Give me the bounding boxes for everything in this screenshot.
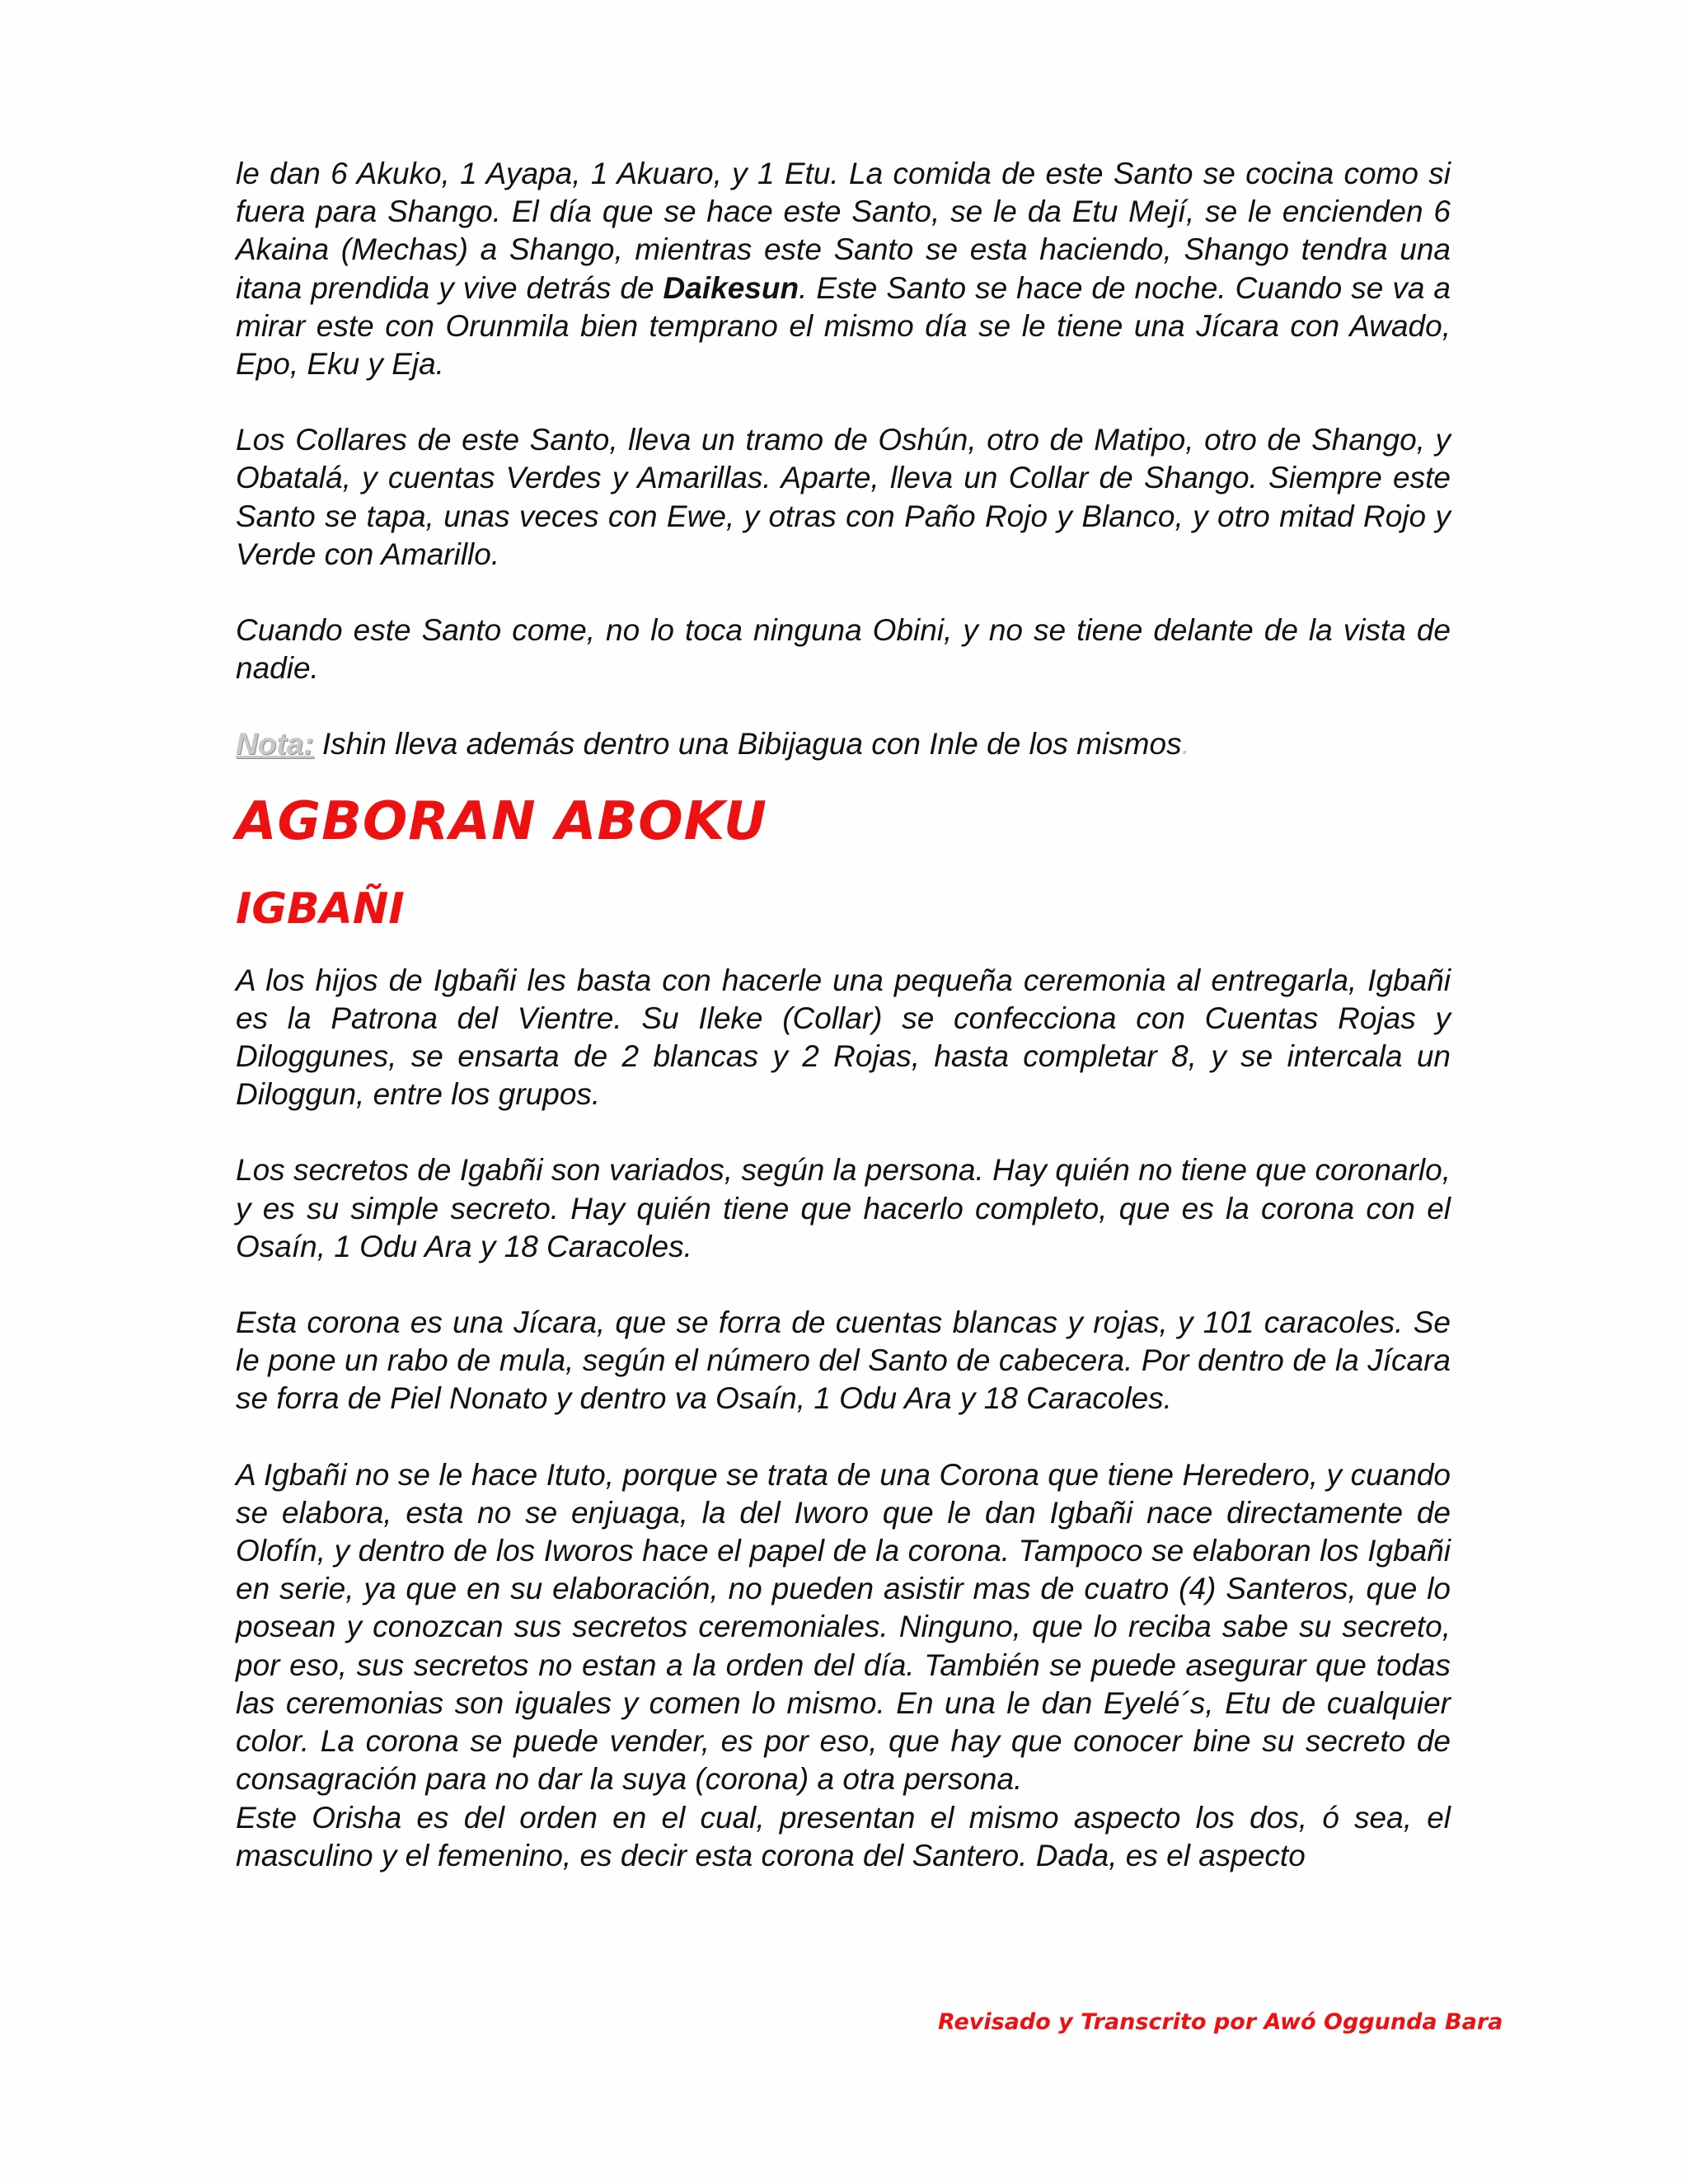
paragraph-text: le dan 6 Akuko, 1 Ayapa, 1 Akuaro, y 1 Etu. La comida de este Santo se cocina como si fuera para Shango. El día que se hace este Santo, se le da Etu Mejí, se le encienden 6 Akaina (Mechas) a Shango, mientras este Santo se esta haciendo, Shango tendra una itana prendida y vive detrás de [236, 157, 1451, 305]
page-body [236, 155, 1451, 1875]
paragraph-ofrendas [236, 155, 1451, 383]
paragraph-text: . Este Santo se hace de noche. Cuando se va a mirar este con Orunmila bien temprano el mismo día se le tiene una Jícara con Awado, Epo, Eku y Eja. [236, 270, 1451, 382]
bold-term-daikesun: Daikesun [663, 270, 799, 305]
nota-period: . [1181, 727, 1190, 762]
nota-label: Nota: [236, 727, 314, 762]
paragraph-igbani-intro: A los hijos de Igbañi les basta con hacerle una pequeña ceremonia al entregarla, Igbañi es la Patrona del Vientre. Su Ileke (Collar) se confecciona con Cuentas Rojas y Diloggunes, se ensarta de 2 blancas y 2 Rojas, hasta completar 8, y se intercala un Diloggun, entre los grupos. [236, 963, 1451, 1112]
paragraph-obini: Cuando este Santo come, no lo toca ninguna Obini, y no se tiene delante de la vista de nadie. [236, 613, 1451, 686]
paragraph-corona: Esta corona es una Jícara, que se forra de cuentas blancas y rojas, y 101 caracoles. Se le pone un rabo de mula, según el número del Santo de cabecera. Por dentro de la Jícara se forra de Piel Nonato y dentro va Osaín, 1 Odu Ara y 18 Caracoles. [236, 1305, 1451, 1416]
nota-text: Ishin lleva además dentro una Bibijagua con Inle de los mismos [313, 727, 1182, 762]
section-subheading: IGBAÑI [236, 883, 405, 934]
page-footer: Revisado y Transcrito por Awó Oggunda Bara [938, 2009, 1503, 2035]
paragraph-orisha-aspecto: Este Orisha es del orden en el cual, presentan el mismo aspecto los dos, ó sea, el masculino y el femenino, es decir esta corona del Santero. Dada, es el aspecto [236, 1800, 1451, 1872]
paragraph-collares: Los Collares de este Santo, lleva un tramo de Oshún, otro de Matipo, otro de Shango, y Obatalá, y cuentas Verdes y Amarillas. Aparte, lleva un Collar de Shango. Siempre este Santo se tapa, unas veces con Ewe, y otras con Paño Rojo y Blanco, y otro mitad Rojo y Verde con Amarillo. [236, 423, 1451, 571]
paragraph-nota [236, 725, 1451, 763]
paragraph-secretos: Los secretos de Igabñi son variados, según la persona. Hay quién no tiene que coronarlo, y es su simple secreto. Hay quién tiene que hacerlo completo, que es la corona con el Osaín, 1 Odu Ara y 18 Caracoles. [236, 1153, 1451, 1263]
paragraph-ituto: A Igbañi no se le hace Ituto, porque se trata de una Corona que tiene Heredero, y cuando se elabora, esta no se enjuaga, la del Iworo que le dan Igbañi nace directamente de Olofín, y dentro de los Iworos hace el papel de la corona. Tampoco se elaboran los Igbañi en serie, ya que en su elaboración, no pueden asistir mas de cuatro (4) Santeros, que lo posean y conozcan sus secretos ceremoniales. Ninguno, que lo reciba sabe su secreto, por eso, sus secretos no estan a la orden del día. También se puede asegurar que todas las ceremonias son iguales y comen lo mismo. En una le dan Eyelé´s, Etu de cualquier color. La corona se puede vender, es por eso, que hay que conocer bine su secreto de consagración para no dar la suya (corona) a otra persona. [236, 1457, 1451, 1797]
section-heading: AGBORAN ABOKU [236, 790, 767, 852]
